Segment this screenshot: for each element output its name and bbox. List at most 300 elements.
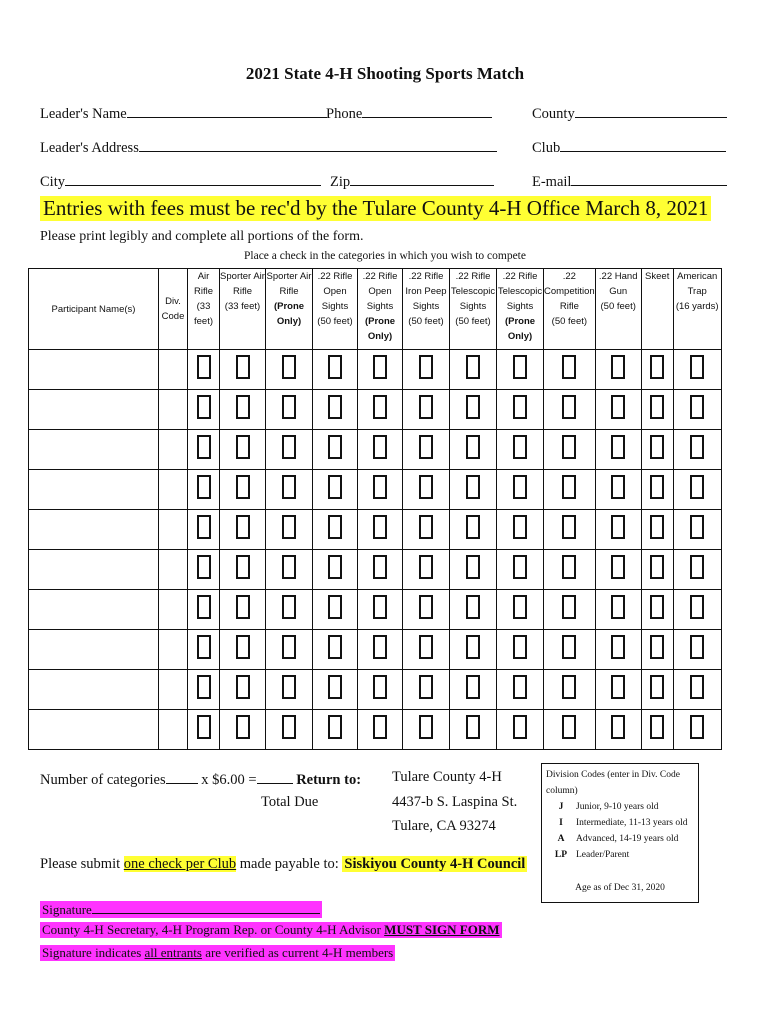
- category-checkbox[interactable]: [328, 395, 342, 419]
- category-cell: [450, 390, 497, 430]
- category-header: [497, 269, 544, 350]
- category-checkbox[interactable]: [419, 355, 433, 379]
- category-header-line: Gun: [609, 286, 628, 297]
- category-cell: [544, 670, 596, 710]
- category-checkbox[interactable]: [197, 475, 211, 499]
- category-checkbox[interactable]: [513, 555, 527, 579]
- category-header: [403, 269, 450, 350]
- category-header-line: Air Rifle: [193, 271, 213, 297]
- category-header: [544, 269, 596, 350]
- category-checkbox[interactable]: [513, 355, 527, 379]
- category-checkbox[interactable]: [328, 515, 342, 539]
- participant-name-cell[interactable]: [29, 550, 159, 590]
- category-checkbox[interactable]: [197, 435, 211, 459]
- participant-name-cell[interactable]: [29, 430, 159, 470]
- signature-authority-note: [40, 922, 502, 938]
- category-cell: [358, 630, 403, 670]
- category-cell: [403, 430, 450, 470]
- category-cell: [641, 670, 673, 710]
- table-row: [29, 390, 722, 430]
- total-due-label: Total Due: [261, 794, 319, 810]
- participant-name-cell[interactable]: [29, 510, 159, 550]
- category-checkbox[interactable]: [466, 595, 480, 619]
- category-header-line: Only): [367, 331, 393, 342]
- division-code-row: [546, 815, 694, 831]
- instructions: Please print legibly and complete all portions of the form.: [40, 229, 364, 244]
- category-checkbox[interactable]: [611, 515, 625, 539]
- category-checkbox[interactable]: [419, 435, 433, 459]
- participant-name-cell[interactable]: [29, 390, 159, 430]
- category-checkbox[interactable]: [419, 675, 433, 699]
- category-cell: [450, 430, 497, 470]
- category-cell: [220, 630, 266, 670]
- number-of-categories-line[interactable]: [166, 769, 198, 784]
- category-cell: [673, 670, 721, 710]
- category-checkbox[interactable]: [197, 355, 211, 379]
- category-cell: [595, 430, 641, 470]
- category-checkbox[interactable]: [690, 515, 704, 539]
- div-code-cell[interactable]: [159, 510, 188, 550]
- category-checkbox[interactable]: [513, 595, 527, 619]
- category-checkbox[interactable]: [562, 355, 576, 379]
- deadline-notice: Entries with fees must be rec'd by the Tulare County 4-H Office March 8, 2021: [40, 196, 711, 221]
- category-header: [450, 269, 497, 350]
- category-header-line: Rifle: [232, 286, 252, 297]
- category-checkbox[interactable]: [236, 515, 250, 539]
- category-checkbox[interactable]: [328, 635, 342, 659]
- leader-name-field[interactable]: [40, 103, 327, 123]
- category-header-line: Only): [507, 331, 533, 342]
- category-checkbox[interactable]: [328, 555, 342, 579]
- category-header-line: .22 Rifle: [362, 271, 398, 282]
- place-check-note: Place a check in the categories in which you wish to compete: [244, 250, 526, 262]
- category-checkbox[interactable]: [282, 355, 296, 379]
- category-cell: [673, 510, 721, 550]
- category-header-line: .22: [562, 271, 576, 282]
- club-line[interactable]: [560, 137, 726, 152]
- participant-name-cell[interactable]: [29, 350, 159, 390]
- category-cell: [313, 670, 358, 710]
- category-checkbox[interactable]: [562, 515, 576, 539]
- category-cell: [450, 350, 497, 390]
- category-checkbox[interactable]: [466, 555, 480, 579]
- div-code-cell[interactable]: [159, 350, 188, 390]
- category-checkbox[interactable]: [562, 555, 576, 579]
- category-header-line: feet): [193, 316, 213, 327]
- category-checkbox[interactable]: [328, 675, 342, 699]
- category-cell: [313, 590, 358, 630]
- category-cell: [266, 590, 313, 630]
- category-cell: [266, 470, 313, 510]
- category-cell: [641, 510, 673, 550]
- category-checkbox[interactable]: [466, 675, 480, 699]
- category-checkbox[interactable]: [419, 475, 433, 499]
- category-cell: [497, 430, 544, 470]
- category-checkbox[interactable]: [650, 475, 664, 499]
- category-checkbox[interactable]: [236, 635, 250, 659]
- category-cell: [403, 510, 450, 550]
- county-field[interactable]: [532, 103, 727, 123]
- leader-address-line[interactable]: [139, 137, 497, 152]
- category-cell: [403, 630, 450, 670]
- category-checkbox[interactable]: [611, 395, 625, 419]
- category-checkbox[interactable]: [373, 355, 387, 379]
- return-to-label: Return to:: [296, 772, 362, 788]
- category-cell: [673, 470, 721, 510]
- category-checkbox[interactable]: [611, 355, 625, 379]
- phone-line[interactable]: [362, 103, 492, 118]
- category-checkbox[interactable]: [466, 475, 480, 499]
- division-codes-box: [541, 763, 699, 903]
- category-cell: [595, 710, 641, 750]
- category-checkbox[interactable]: [611, 475, 625, 499]
- category-cell: [497, 470, 544, 510]
- div-code-cell[interactable]: [159, 590, 188, 630]
- category-checkbox[interactable]: [373, 555, 387, 579]
- div-code-cell[interactable]: [159, 670, 188, 710]
- table-row: [29, 590, 722, 630]
- div-header-line: Div.: [165, 296, 181, 307]
- category-header-line: Open: [323, 286, 347, 297]
- category-cell: [544, 470, 596, 510]
- division-code-row: [546, 799, 694, 815]
- category-cell: [313, 550, 358, 590]
- category-checkbox[interactable]: [282, 635, 296, 659]
- category-checkbox[interactable]: [562, 595, 576, 619]
- category-checkbox[interactable]: [466, 395, 480, 419]
- category-header-line: Sights: [321, 301, 349, 312]
- category-checkbox[interactable]: [690, 435, 704, 459]
- category-checkbox[interactable]: [419, 595, 433, 619]
- category-checkbox[interactable]: [328, 715, 342, 739]
- signature-line[interactable]: [92, 901, 320, 914]
- category-cell: [188, 630, 220, 670]
- category-cell: [188, 510, 220, 550]
- category-checkbox[interactable]: [373, 395, 387, 419]
- category-checkbox[interactable]: [282, 715, 296, 739]
- division-desc: Junior, 9-10 years old: [576, 802, 659, 812]
- category-checkbox[interactable]: [373, 515, 387, 539]
- category-checkbox[interactable]: [282, 675, 296, 699]
- category-checkbox[interactable]: [513, 435, 527, 459]
- participant-name-cell[interactable]: [29, 590, 159, 630]
- div-code-cell[interactable]: [159, 470, 188, 510]
- category-header-line: (50 feet): [600, 301, 636, 312]
- category-cell: [595, 630, 641, 670]
- county-label: County: [532, 106, 575, 122]
- category-checkbox[interactable]: [611, 675, 625, 699]
- category-header-line: (33 feet): [224, 301, 261, 312]
- county-line[interactable]: [575, 103, 727, 118]
- category-cell: [673, 430, 721, 470]
- category-checkbox[interactable]: [282, 475, 296, 499]
- category-checkbox[interactable]: [282, 515, 296, 539]
- category-checkbox[interactable]: [611, 555, 625, 579]
- category-cell: [641, 390, 673, 430]
- category-checkbox[interactable]: [328, 475, 342, 499]
- category-header-line: (50 feet): [551, 316, 588, 327]
- category-header-line: .22 Hand: [598, 271, 638, 282]
- category-cell: [450, 670, 497, 710]
- category-checkbox[interactable]: [236, 715, 250, 739]
- category-header-line: Sights: [506, 301, 534, 312]
- category-cell: [641, 590, 673, 630]
- zip-line[interactable]: [350, 171, 494, 186]
- entry-table: [28, 268, 722, 750]
- category-cell: [220, 470, 266, 510]
- category-checkbox[interactable]: [513, 715, 527, 739]
- category-checkbox[interactable]: [419, 395, 433, 419]
- category-checkbox[interactable]: [328, 595, 342, 619]
- category-cell: [595, 510, 641, 550]
- category-checkbox[interactable]: [419, 715, 433, 739]
- category-checkbox[interactable]: [690, 395, 704, 419]
- table-row: [29, 470, 722, 510]
- category-checkbox[interactable]: [690, 555, 704, 579]
- category-checkbox[interactable]: [650, 715, 664, 739]
- category-cell: [358, 590, 403, 630]
- category-cell: [450, 470, 497, 510]
- category-checkbox[interactable]: [650, 395, 664, 419]
- category-checkbox[interactable]: [690, 675, 704, 699]
- email-label: E-mail: [532, 174, 572, 190]
- signature-field[interactable]: [40, 901, 322, 918]
- category-header-line: Telescopic: [497, 286, 543, 297]
- category-header: [358, 269, 403, 350]
- leader-name-label: Leader's Name: [40, 106, 127, 122]
- category-cell: [403, 670, 450, 710]
- category-checkbox[interactable]: [562, 715, 576, 739]
- category-cell: [544, 430, 596, 470]
- category-checkbox[interactable]: [611, 635, 625, 659]
- category-cell: [188, 350, 220, 390]
- verification-suffix: are verified as current 4-H members: [205, 945, 394, 960]
- div-code-cell[interactable]: [159, 550, 188, 590]
- category-header-line: (50 feet): [408, 316, 444, 327]
- verification-prefix: Signature indicates: [42, 945, 142, 960]
- category-cell: [544, 590, 596, 630]
- category-checkbox[interactable]: [562, 395, 576, 419]
- category-header-line: (16 yards): [675, 301, 719, 312]
- category-checkbox[interactable]: [197, 395, 211, 419]
- table-row: [29, 630, 722, 670]
- category-checkbox[interactable]: [466, 635, 480, 659]
- total-line[interactable]: [257, 769, 293, 784]
- category-checkbox[interactable]: [236, 555, 250, 579]
- category-cell: [313, 510, 358, 550]
- category-cell: [595, 390, 641, 430]
- division-desc: Leader/Parent: [576, 850, 630, 860]
- category-checkbox[interactable]: [690, 355, 704, 379]
- category-checkbox[interactable]: [236, 675, 250, 699]
- category-checkbox[interactable]: [466, 355, 480, 379]
- category-checkbox[interactable]: [282, 435, 296, 459]
- all-entrants: all entrants: [144, 945, 202, 960]
- category-checkbox[interactable]: [197, 675, 211, 699]
- signature-verification-note: [40, 945, 395, 961]
- category-header: [673, 269, 721, 350]
- category-checkbox[interactable]: [650, 515, 664, 539]
- signature-authority-text: County 4-H Secretary, 4-H Program Rep. or County 4-H Advisor: [42, 922, 381, 937]
- category-checkbox[interactable]: [690, 475, 704, 499]
- category-checkbox[interactable]: [197, 635, 211, 659]
- category-checkbox[interactable]: [419, 515, 433, 539]
- city-line[interactable]: [65, 171, 321, 186]
- category-cell: [266, 510, 313, 550]
- category-checkbox[interactable]: [650, 635, 664, 659]
- form-title: 2021 State 4-H Shooting Sports Match: [245, 64, 525, 83]
- category-checkbox[interactable]: [373, 475, 387, 499]
- category-header-line: .22 Rifle: [455, 271, 491, 282]
- category-checkbox[interactable]: [282, 595, 296, 619]
- category-checkbox[interactable]: [513, 635, 527, 659]
- category-cell: [497, 630, 544, 670]
- category-checkbox[interactable]: [611, 715, 625, 739]
- city-label: City: [40, 174, 65, 190]
- div-code-cell[interactable]: [159, 630, 188, 670]
- category-cell: [497, 590, 544, 630]
- category-checkbox[interactable]: [373, 635, 387, 659]
- category-cell: [188, 390, 220, 430]
- category-checkbox[interactable]: [562, 475, 576, 499]
- city-field[interactable]: [40, 171, 321, 191]
- div-code-cell[interactable]: [159, 430, 188, 470]
- phone-field[interactable]: [326, 103, 492, 123]
- category-checkbox[interactable]: [611, 595, 625, 619]
- category-checkbox[interactable]: [282, 395, 296, 419]
- table-row: [29, 430, 722, 470]
- table-row: [29, 550, 722, 590]
- category-cell: [313, 350, 358, 390]
- category-header: [220, 269, 266, 350]
- category-cell: [497, 510, 544, 550]
- email-field[interactable]: [532, 171, 727, 191]
- category-checkbox[interactable]: [373, 435, 387, 459]
- fee-multiplier: x $6.00 =: [201, 772, 257, 788]
- category-checkbox[interactable]: [419, 555, 433, 579]
- category-checkbox[interactable]: [650, 435, 664, 459]
- number-of-categories[interactable]: [40, 769, 361, 789]
- div-code-header: [159, 269, 188, 350]
- div-code-cell[interactable]: [159, 390, 188, 430]
- category-checkbox[interactable]: [650, 675, 664, 699]
- category-checkbox[interactable]: [513, 475, 527, 499]
- category-checkbox[interactable]: [466, 715, 480, 739]
- category-cell: [544, 630, 596, 670]
- category-header-line: Trap: [687, 286, 707, 297]
- category-cell: [358, 510, 403, 550]
- category-checkbox[interactable]: [197, 715, 211, 739]
- category-checkbox[interactable]: [236, 595, 250, 619]
- category-cell: [595, 350, 641, 390]
- category-checkbox[interactable]: [466, 435, 480, 459]
- category-header-line: .22 Rifle: [317, 271, 353, 282]
- zip-label: Zip: [330, 174, 351, 190]
- category-cell: [595, 670, 641, 710]
- category-checkbox[interactable]: [197, 515, 211, 539]
- category-header-line: Sporter Air: [266, 271, 312, 282]
- category-cell: [220, 710, 266, 750]
- category-cell: [403, 350, 450, 390]
- category-checkbox[interactable]: [513, 515, 527, 539]
- category-checkbox[interactable]: [690, 635, 704, 659]
- category-header-line: (33: [196, 301, 211, 312]
- div-code-cell[interactable]: [159, 710, 188, 750]
- category-cell: [313, 390, 358, 430]
- table-header-row: [29, 269, 722, 350]
- category-checkbox[interactable]: [562, 675, 576, 699]
- category-checkbox[interactable]: [562, 435, 576, 459]
- category-cell: [403, 550, 450, 590]
- table-row: [29, 350, 722, 390]
- category-cell: [641, 550, 673, 590]
- category-checkbox[interactable]: [373, 715, 387, 739]
- participant-name-cell[interactable]: [29, 470, 159, 510]
- club-field[interactable]: [532, 137, 726, 157]
- category-checkbox[interactable]: [197, 595, 211, 619]
- category-header: [641, 269, 673, 350]
- category-checkbox[interactable]: [562, 635, 576, 659]
- category-cell: [450, 630, 497, 670]
- category-cell: [313, 710, 358, 750]
- leader-name-line[interactable]: [127, 103, 327, 118]
- category-cell: [673, 590, 721, 630]
- participant-name-cell[interactable]: [29, 670, 159, 710]
- participant-name-cell[interactable]: [29, 710, 159, 750]
- category-checkbox[interactable]: [513, 395, 527, 419]
- category-cell: [358, 550, 403, 590]
- category-checkbox[interactable]: [513, 675, 527, 699]
- category-cell: [497, 350, 544, 390]
- category-checkbox[interactable]: [197, 555, 211, 579]
- category-checkbox[interactable]: [650, 595, 664, 619]
- category-checkbox[interactable]: [236, 395, 250, 419]
- category-checkbox[interactable]: [373, 595, 387, 619]
- category-checkbox[interactable]: [236, 475, 250, 499]
- submit-middle: made payable to:: [239, 856, 339, 872]
- category-cell: [266, 630, 313, 670]
- zip-field[interactable]: [330, 171, 494, 191]
- category-checkbox[interactable]: [282, 555, 296, 579]
- category-cell: [544, 510, 596, 550]
- leader-address-label: Leader's Address: [40, 140, 139, 156]
- category-checkbox[interactable]: [236, 355, 250, 379]
- category-cell: [450, 550, 497, 590]
- category-header-line: (50 feet): [455, 316, 491, 327]
- category-checkbox[interactable]: [650, 555, 664, 579]
- category-checkbox[interactable]: [650, 355, 664, 379]
- category-header: [595, 269, 641, 350]
- division-codes-title: Division Codes (enter in Div. Code column): [546, 770, 680, 796]
- category-checkbox[interactable]: [419, 635, 433, 659]
- category-checkbox[interactable]: [373, 675, 387, 699]
- category-header-line: Iron Peep: [405, 286, 447, 297]
- participant-name-cell[interactable]: [29, 630, 159, 670]
- category-header: [266, 269, 313, 350]
- category-checkbox[interactable]: [328, 435, 342, 459]
- category-checkbox[interactable]: [466, 515, 480, 539]
- category-checkbox[interactable]: [328, 355, 342, 379]
- category-header: [313, 269, 358, 350]
- category-checkbox[interactable]: [236, 435, 250, 459]
- email-line[interactable]: [571, 171, 727, 186]
- leader-address-field[interactable]: [40, 137, 497, 157]
- category-cell: [403, 470, 450, 510]
- category-checkbox[interactable]: [690, 715, 704, 739]
- category-checkbox[interactable]: [690, 595, 704, 619]
- category-checkbox[interactable]: [611, 435, 625, 459]
- category-cell: [641, 710, 673, 750]
